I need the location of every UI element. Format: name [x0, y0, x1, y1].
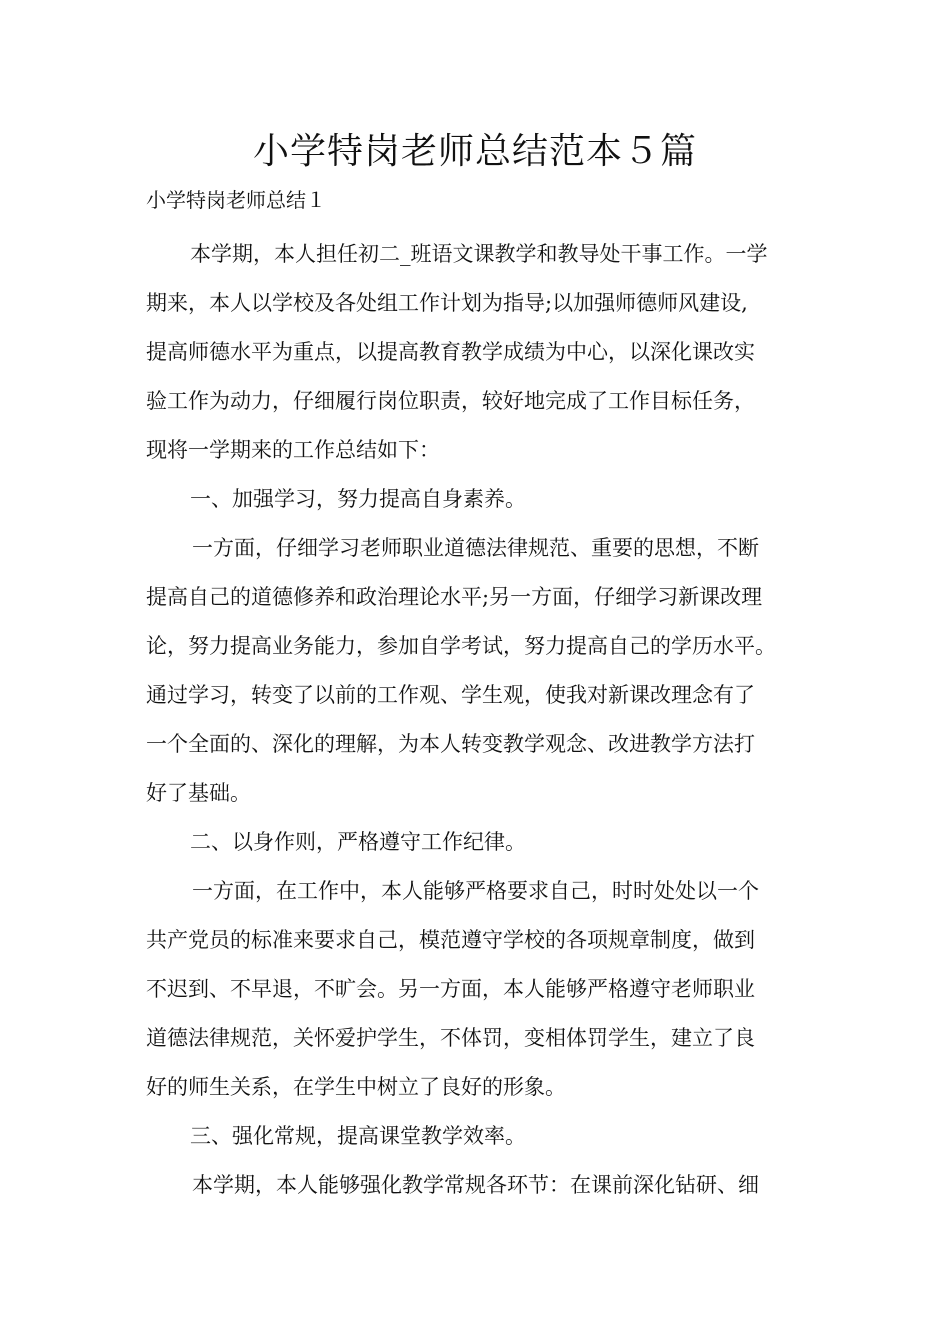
section-heading: 一、加强学习，努力提高自身素养。 [190, 487, 526, 511]
paragraph-line: 好了基础。 [146, 781, 251, 805]
paragraph-line: 提高自己的道德修养和政治理论水平;另一方面，仔细学习新课改理 [146, 585, 763, 609]
paragraph-line: 好的师生关系，在学生中树立了良好的形象。 [146, 1075, 566, 1099]
paragraph-line: 共产党员的标准来要求自己，模范遵守学校的各项规章制度，做到 [146, 928, 755, 952]
paragraph-line: 一方面，仔细学习老师职业道德法律规范、重要的思想，不断 [192, 536, 759, 560]
paragraph-line: 道德法律规范，关怀爱护学生，不体罚，变相体罚学生，建立了良 [146, 1026, 755, 1050]
paragraph-line: 本学期，本人能够强化教学常规各环节：在课前深化钻研、细 [192, 1173, 759, 1197]
document-body [146, 234, 826, 1214]
paragraph-line: 论，努力提高业务能力，参加自学考试，努力提高自己的学历水平。 [146, 634, 776, 658]
paragraph-line: 不迟到、不早退，不旷会。另一方面，本人能够严格遵守老师职业 [146, 977, 755, 1001]
document-title: 小学特岗老师总结范本５篇 [252, 131, 697, 172]
paragraph-line: 通过学习，转变了以前的工作观、学生观，使我对新课改理念有了 [146, 683, 755, 707]
paragraph-line: 现将一学期来的工作总结如下： [146, 438, 440, 462]
paragraph-line: 提高师德水平为重点，以提高教育教学成绩为中心，以深化课改实 [146, 340, 755, 364]
section-heading: 二、以身作则，严格遵守工作纪律。 [190, 830, 526, 854]
section-subtitle: 小学特岗老师总结１ [146, 188, 326, 212]
paragraph-line: 期来，本人以学校及各处组工作计划为指导;以加强师德师风建设, [146, 291, 748, 315]
paragraph-line: 验工作为动力，仔细履行岗位职责，较好地完成了工作目标任务， [146, 389, 755, 413]
section-heading: 三、强化常规，提高课堂教学效率。 [190, 1124, 526, 1148]
paragraph-line: 一个全面的、深化的理解，为本人转变教学观念、改进教学方法打 [146, 732, 755, 756]
paragraph-line: 一方面，在工作中，本人能够严格要求自己，时时处处以一个 [192, 879, 759, 903]
paragraph-line: 本学期，本人担任初二_班语文课教学和教导处干事工作。一学 [190, 242, 768, 266]
